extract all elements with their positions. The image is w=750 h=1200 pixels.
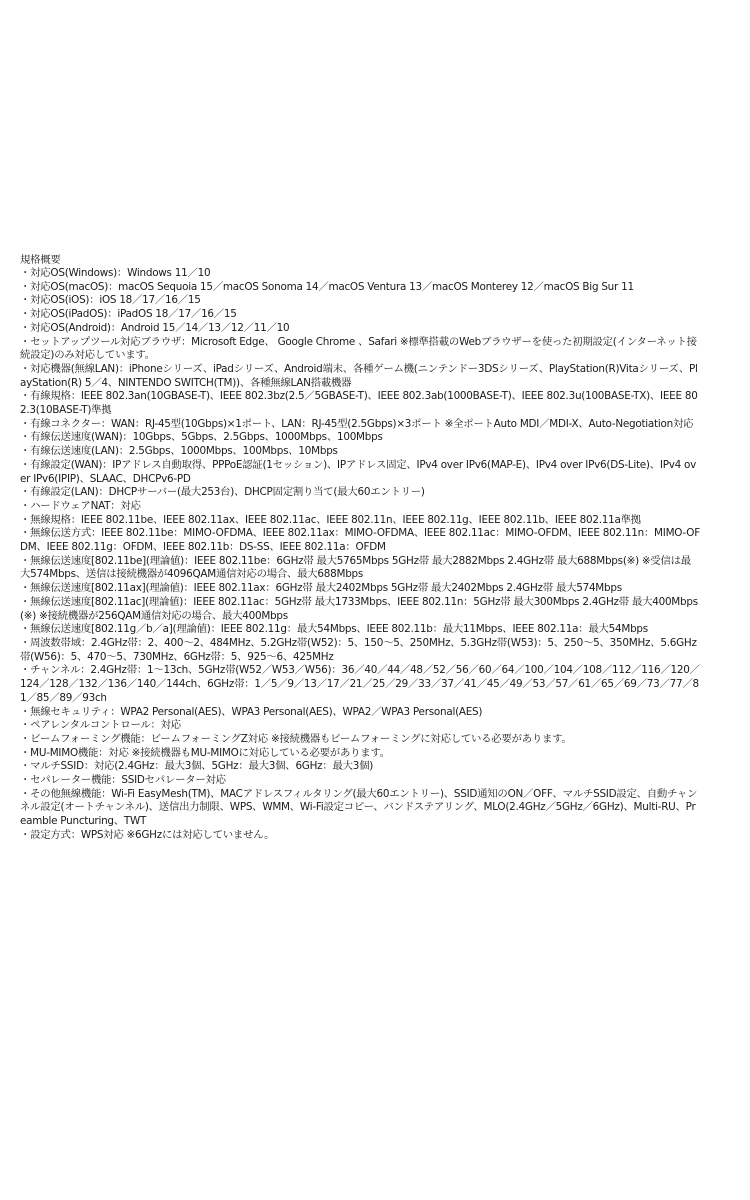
- spec-item-setup-browser: ・セットアップツール対応ブラウザ：Microsoft Edge、 Google Chrome 、Safari ※標準搭載のWebブラウザーを使った初期設定(インターネット接続設定)のみ対応しています。: [20, 335, 697, 362]
- spec-item-speed-11be: ・無線伝送速度[802.11be](理論値)：IEEE 802.11be：6GHz帯 最大5765Mbps 5GHz帯 最大2882Mbps 2.4GHz帯 最大688Mbps(※) ※受信は最大574Mbps、送信は接続機器が4096QAM通信対応の場合、最大688Mbps: [20, 554, 691, 581]
- spec-item-separator: ・セパレーター機能：SSIDセパレーター対応: [20, 774, 226, 787]
- spec-item-parental-control: ・ペアレンタルコントロール：対応: [20, 719, 181, 732]
- spec-list: [20, 267, 700, 843]
- spec-item-wired-settings-lan: ・有線設定(LAN)：DHCPサーバー(最大253台)、DHCP固定割り当て(最大60エントリー): [20, 486, 425, 499]
- spec-item-mu-mimo: ・MU-MIMO機能：対応 ※接続機器もMU-MIMOに対応している必要があります。: [20, 746, 390, 759]
- spec-item-os-ios: ・対応OS(iOS)：iOS 18／17／16／15: [20, 294, 201, 307]
- spec-item-wireless-standards: ・無線規格：IEEE 802.11be、IEEE 802.11ax、IEEE 802.11ac、IEEE 802.11n、IEEE 802.11g、IEEE 802.11b、IEEE 802.11a準拠: [20, 513, 641, 526]
- spec-item-setup-method: ・設定方式：WPS対応 ※6GHzには対応していません。: [20, 828, 275, 841]
- spec-item-channels: ・チャンネル：2.4GHz帯：1～13ch、5GHz帯(W52／W53／W56)：36／40／44／48／52／56／60／64／100／104／108／112／116／120／124／128／132／136／140／144ch、6GHz帯：1／5／9／13／17／21／25／29／33／37／41／45／49／53／57／61／65／69／73／77／81／85／89／93ch: [20, 664, 700, 704]
- spec-item-other-wireless: ・その他無線機能：Wi-Fi EasyMesh(TM)、MACアドレスフィルタリング(最大60エントリー)、SSID通知のON／OFF、マルチSSID設定、自動チャンネル設定(オートチャンネル)、送信出力制限、WPS、WMM、Wi-Fi設定コピー、バンドステアリング、MLO(2.4GHz／5GHz／6GHz)、Multi-RU、Preamble Puncturing、TWT: [20, 787, 698, 828]
- spec-summary: [20, 253, 700, 843]
- spec-item-os-windows: ・対応OS(Windows)：Windows 11／10: [20, 267, 211, 279]
- spec-item-multi-ssid: ・マルチSSID：対応(2.4GHz：最大3個、5GHz：最大3個、6GHz：最大3個): [20, 760, 374, 773]
- spec-item-wired-speed-wan: ・有線伝送速度(WAN)：10Gbps、5Gbps、2.5Gbps、1000Mbps、100Mbps: [20, 431, 383, 444]
- spec-item-wireless-methods: ・無線伝送方式：IEEE 802.11be：MIMO-OFDMA、IEEE 802.11ax：MIMO-OFDMA、IEEE 802.11ac：MIMO-OFDM、IEEE 802.11n：MIMO-OFDM、IEEE 802.11g：OFDM、IEEE 802.11b：DS-SS、IEEE 802.11a：OFDM: [20, 527, 700, 554]
- spec-item-hardware-nat: ・ハードウェアNAT：対応: [20, 499, 141, 512]
- spec-item-os-ipados: ・対応OS(iPadOS)：iPadOS 18／17／16／15: [20, 308, 237, 321]
- spec-item-speed-11gba: ・無線伝送速度[802.11g／b／a](理論値)：IEEE 802.11g：最大54Mbps、IEEE 802.11b：最大11Mbps、IEEE 802.11a：最大54Mbps: [20, 623, 648, 636]
- spec-item-beamforming: ・ビームフォーミング機能：ビームフォーミングZ対応 ※接続機器もビームフォーミングに対応している必要があります。: [20, 732, 572, 745]
- spec-item-wired-standards: ・有線規格：IEEE 802.3an(10GBASE-T)、IEEE 802.3bz(2.5／5GBASE-T)、IEEE 802.3ab(1000BASE-T)、IEEE 802.3u(100BASE-TX)、IEEE 802.3(10BASE-T)準拠: [20, 390, 698, 417]
- spec-item-os-android: ・対応OS(Android)：Android 15／14／13／12／11／10: [20, 321, 290, 334]
- spec-item-wired-connectors: ・有線コネクター：WAN：RJ-45型(10Gbps)×1ポート、LAN：RJ-45型(2.5Gbps)×3ポート ※全ポートAuto MDI／MDI-X、Auto-Negotiation対応: [20, 417, 694, 430]
- spec-item-wireless-devices: ・対応機器(無線LAN)：iPhoneシリーズ、iPadシリーズ、Android端末、各種ゲーム機(ニンテンドー3DSシリーズ、PlayStation(R)Vitaシリーズ、PlayStation(R) 5／4、NINTENDO SWITCH(TM))、各種無線LAN搭載機器: [20, 362, 698, 389]
- spec-item-wireless-security: ・無線セキュリティ：WPA2 Personal(AES)、WPA3 Personal(AES)、WPA2／WPA3 Personal(AES): [20, 705, 483, 718]
- spec-item-wired-speed-lan: ・有線伝送速度(LAN)：2.5Gbps、1000Mbps、100Mbps、10Mbps: [20, 445, 338, 458]
- spec-item-frequency-bands: ・周波数帯域：2.4GHz帯：2、400～2、484MHz、5.2GHz帯(W52)：5、150～5、250MHz、5.3GHz帯(W53)：5、250～5、350MHz、5.6GHz帯(W56)：5、470～5、730MHz、6GHz帯：5、925～6、425MHz: [20, 636, 697, 663]
- spec-item-wired-settings-wan: ・有線設定(WAN)：IPアドレス自動取得、PPPoE認証(1セッション)、IPアドレス固定、IPv4 over IPv6(MAP-E)、IPv4 over IPv6(DS-Lite)、IPv4 over IPv6(IPIP)、SLAAC、DHCPv6-PD: [20, 458, 697, 485]
- spec-item-speed-11ac: ・無線伝送速度[802.11ac](理論値)：IEEE 802.11ac：5GHz帯 最大1733Mbps、IEEE 802.11n：5GHz帯 最大300Mbps 2.4GHz帯 最大400Mbps(※) ※接続機器が256QAM通信対応の場合、最大400Mbps: [20, 595, 698, 622]
- spec-item-os-macos: ・対応OS(macOS)：macOS Sequoia 15／macOS Sonoma 14／macOS Ventura 13／macOS Monterey 12／macOS Big Sur 11: [20, 280, 634, 293]
- spec-item-speed-11ax: ・無線伝送速度[802.11ax](理論値)：IEEE 802.11ax：6GHz帯 最大2402Mbps 5GHz帯 最大2402Mbps 2.4GHz帯 最大574Mbps: [20, 582, 622, 595]
- spec-title: 規格概要: [20, 254, 61, 266]
